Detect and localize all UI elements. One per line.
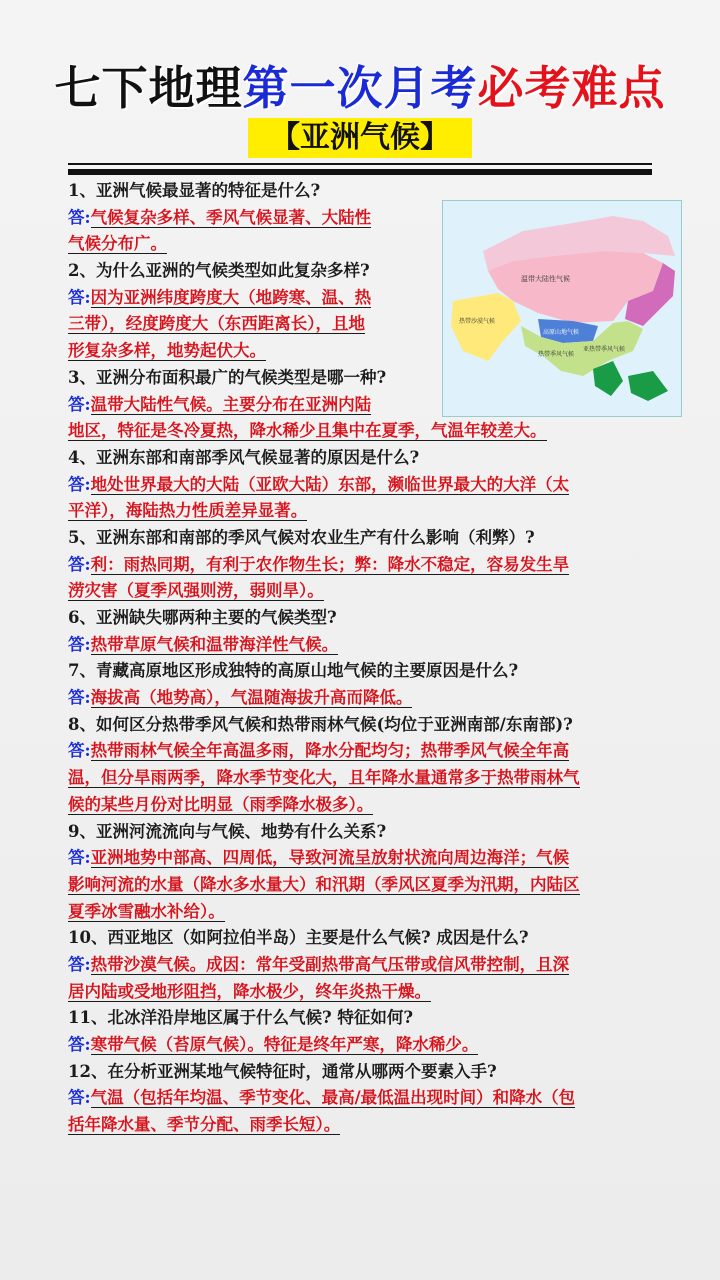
question-8: 8、如何区分热带季风气候和热带雨林气候(均位于亚洲南部/东南部)? bbox=[68, 714, 573, 734]
answer-line bbox=[68, 738, 654, 765]
answer-text: 亚洲地势中部高、四周低，导致河流呈放射状流向周边海洋；气候 bbox=[90, 848, 570, 868]
question-5: 5、亚洲东部和南部的季风气候对农业生产有什么影响（利弊）? bbox=[68, 527, 535, 547]
answer-line bbox=[68, 979, 654, 1006]
map-label-4: 亚热带季风气候 bbox=[583, 346, 626, 353]
answer-text: 地处世界最大的大陆（亚欧大陆）东部，濒临世界最大的大洋（太 bbox=[90, 474, 570, 494]
map-label-3: 高原山地气候 bbox=[543, 329, 580, 336]
answer-label: 答: bbox=[68, 1088, 91, 1108]
page-title bbox=[0, 58, 720, 118]
answer-text: 地区，特征是冬冷夏热，降水稀少且集中在夏季，气温年较差大。 bbox=[68, 421, 547, 441]
question-6: 6、亚洲缺失哪两种主要的气候类型? bbox=[68, 608, 337, 627]
answer-text: 影响河流的水量（降水多水量大）和汛期（季风区夏季为汛期，内陆区 bbox=[68, 874, 580, 894]
answer-text: 热带草原气候和温带海洋性气候。 bbox=[90, 634, 339, 654]
answer-line bbox=[68, 418, 654, 445]
answer-text: 候的某些月份对比明显（雨季降水极多）。 bbox=[68, 794, 374, 814]
subtitle-banner: 【亚洲气候】 bbox=[248, 118, 472, 158]
answer-label: 答: bbox=[68, 394, 91, 414]
answer-label: 答: bbox=[68, 554, 91, 574]
answer-text: 气候分布广。 bbox=[68, 234, 167, 254]
answer-line bbox=[68, 1112, 654, 1139]
answer-label: 答: bbox=[68, 634, 91, 654]
question-9: 9、亚洲河流流向与气候、地势有什么关系? bbox=[68, 821, 387, 841]
answer-label: 答: bbox=[68, 848, 91, 868]
question-4: 4、亚洲东部和南部季风气候显著的原因是什么? bbox=[68, 447, 420, 467]
answer-line bbox=[68, 578, 654, 605]
answer-line bbox=[68, 952, 654, 979]
question-7: 7、青藏高原地区形成独特的高原山地气候的主要原因是什么? bbox=[68, 661, 519, 681]
answer-text: 热带雨林气候全年高温多雨，降水分配均匀；热带季风气候全年高 bbox=[90, 741, 570, 761]
asia-climate-map-graphic bbox=[443, 201, 681, 416]
question-1: 1、亚洲气候最显著的特征是什么? bbox=[68, 181, 321, 200]
question-12: 12、在分析亚洲某地气候特征时，通常从哪两个要素入手? bbox=[68, 1061, 497, 1081]
answer-text: 居内陆或受地形阻挡，降水极少，终年炎热干燥。 bbox=[68, 981, 431, 1001]
question-11: 11、北冰洋沿岸地区属于什么气候? 特征如何? bbox=[68, 1008, 414, 1028]
map-label-1: 温带大陆性气候 bbox=[521, 275, 570, 283]
answer-text: 气候复杂多样、季风气候显著、大陆性 bbox=[90, 207, 372, 227]
answer-line bbox=[68, 685, 654, 712]
answer-line bbox=[68, 845, 654, 872]
answer-text: 温带大陆性气候。主要分布在亚洲内陆 bbox=[90, 394, 372, 414]
answer-label: 答: bbox=[68, 1035, 91, 1054]
answer-text: 海拔高（地势高），气温随海拔升高而降低。 bbox=[90, 688, 413, 708]
title-part-3: 必考难点 bbox=[477, 61, 666, 115]
answer-line bbox=[68, 1085, 654, 1112]
question-2: 2、为什么亚洲的气候类型如此复杂多样? bbox=[68, 261, 370, 281]
answer-text: 气温（包括年均温、季节变化、最高/最低温出现时间）和降水（包 bbox=[90, 1088, 576, 1108]
answer-label: 答: bbox=[68, 474, 91, 494]
divider-thin bbox=[68, 163, 652, 165]
question-10: 10、西亚地区（如阿拉伯半岛）主要是什么气候? 成因是什么? bbox=[68, 928, 529, 948]
map-label-2: 热带沙漠气候 bbox=[459, 318, 496, 325]
title-part-1: 七下地理 bbox=[54, 61, 243, 115]
answer-line bbox=[68, 1032, 654, 1059]
answer-text: 平洋），海陆热力性质差异显著。 bbox=[68, 501, 308, 521]
answer-text: 三带），经度跨度大（东西距离长），且地 bbox=[68, 314, 365, 334]
answer-line bbox=[68, 472, 654, 499]
title-part-2: 第一次月考 bbox=[242, 61, 478, 115]
answer-line bbox=[68, 899, 654, 926]
answer-line bbox=[68, 765, 654, 792]
answer-label: 答: bbox=[68, 688, 91, 708]
question-3: 3、亚洲分布面积最广的气候类型是哪一种? bbox=[68, 367, 387, 387]
answer-text: 寒带气候（苔原气候）。特征是终年严寒，降水稀少。 bbox=[90, 1035, 479, 1054]
answer-text: 因为亚洲纬度跨度大（地跨寒、温、热 bbox=[90, 287, 372, 307]
answer-line bbox=[68, 498, 654, 525]
answer-label: 答: bbox=[68, 954, 91, 974]
answer-label: 答: bbox=[68, 741, 91, 761]
answer-text: 夏季冰雪融水补给）。 bbox=[68, 901, 225, 921]
answer-label: 答: bbox=[68, 207, 91, 227]
answer-text: 涝灾害（夏季风强则涝，弱则旱）。 bbox=[68, 581, 324, 601]
answer-text: 利：雨热同期，有利于农作物生长；弊：降水不稳定，容易发生旱 bbox=[90, 554, 570, 574]
answer-text: 温，但分旱雨两季，降水季节变化大，且年降水量通常多于热带雨林气 bbox=[68, 768, 580, 788]
answer-line bbox=[68, 552, 654, 579]
answer-text: 形复杂多样，地势起伏大。 bbox=[68, 341, 266, 361]
answer-text: 热带沙漠气候。成因：常年受副热带高气压带或信风带控制，且深 bbox=[90, 954, 570, 974]
answer-label: 答: bbox=[68, 287, 91, 307]
answer-line bbox=[68, 792, 654, 819]
asia-climate-map bbox=[442, 200, 682, 417]
divider-thick bbox=[68, 169, 652, 175]
answer-line bbox=[68, 632, 654, 659]
map-label-5: 热带季风气候 bbox=[538, 351, 575, 358]
answer-line bbox=[68, 872, 654, 899]
answer-text: 括年降水量、季节分配、雨季长短）。 bbox=[68, 1115, 341, 1135]
